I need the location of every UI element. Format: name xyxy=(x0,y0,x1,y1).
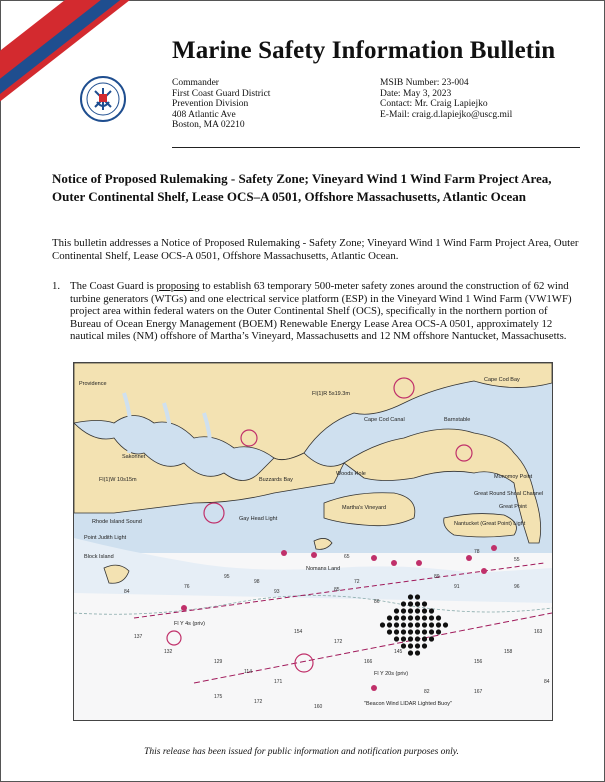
map-label-rhode-island-sound: Rhode Island Sound xyxy=(92,519,142,525)
item-paragraph xyxy=(70,280,580,343)
depth-sounding: 154 xyxy=(294,629,303,635)
wind-turbine-dot xyxy=(436,622,441,627)
bulletin-date: Date: May 3, 2023 xyxy=(380,88,452,99)
nautical-chart xyxy=(73,362,553,721)
map-label-fl-light-3: Fl Y 4s (priv) xyxy=(174,621,205,627)
map-label-woods-hole: Woods Hole xyxy=(336,471,366,477)
wind-turbine-dot xyxy=(415,629,420,634)
wind-turbine-dot xyxy=(415,594,420,599)
wind-turbine-dot xyxy=(401,622,406,627)
map-label-cape-cod-bay: Cape Cod Bay xyxy=(484,377,520,383)
address-line: 408 Atlantic Ave xyxy=(172,109,236,120)
depth-sounding: 98 xyxy=(254,579,260,585)
coast-guard-stripe-logo xyxy=(0,0,160,150)
wind-turbine-dot xyxy=(422,636,427,641)
bulletin-meta xyxy=(380,78,512,120)
wind-turbine-dot xyxy=(429,608,434,613)
depth-sounding: 78 xyxy=(474,549,480,555)
depth-sounding: 171 xyxy=(274,679,283,685)
depth-sounding: 72 xyxy=(354,579,360,585)
wind-turbine-dot xyxy=(415,615,420,620)
wind-turbine-dot xyxy=(387,622,392,627)
msib-number: MSIB Number: 23-004 xyxy=(380,78,469,88)
wind-turbine-dot xyxy=(394,629,399,634)
wind-turbine-dot xyxy=(436,615,441,620)
depth-sounding: 129 xyxy=(214,659,223,665)
depth-sounding: 160 xyxy=(314,704,323,710)
wind-turbine-dot xyxy=(415,650,420,655)
wind-turbine-dot xyxy=(408,643,413,648)
map-label-fl-light-4: Fl Y 20s (priv) xyxy=(374,671,409,677)
map-label-great-point: Great Point xyxy=(499,504,527,510)
contact: Contact: Mr. Craig Lapiejko xyxy=(380,99,488,110)
depth-sounding: 145 xyxy=(394,649,403,655)
depth-sounding: 137 xyxy=(134,634,143,640)
map-label-gay-head: Gay Head Light xyxy=(239,516,278,522)
wind-turbine-dot xyxy=(394,615,399,620)
wind-turbine-dot xyxy=(401,615,406,620)
wind-turbine-dot xyxy=(408,629,413,634)
depth-sounding: 89 xyxy=(434,574,440,580)
wind-turbine-dot xyxy=(394,608,399,613)
depth-sounding: 172 xyxy=(254,699,263,705)
depth-sounding: 65 xyxy=(344,554,350,560)
map-label-cape-cod-canal: Cape Cod Canal xyxy=(364,417,405,423)
blue-stripe xyxy=(0,0,157,119)
map-label-great-round-shoal: Great Round Shoal Channel xyxy=(474,491,544,497)
depth-sounding: 172 xyxy=(334,639,343,645)
map-label-buzzards-bay: Buzzards Bay xyxy=(259,477,293,483)
wind-turbine-dot xyxy=(429,629,434,634)
map-label-barnstable: Barnstable xyxy=(444,417,471,423)
wind-turbine-dot xyxy=(415,608,420,613)
depth-sounding: 163 xyxy=(534,629,543,635)
wind-turbine-dot xyxy=(429,636,434,641)
address-line: Commander xyxy=(172,78,219,88)
depth-sounding: 91 xyxy=(454,584,460,590)
depth-sounding: 175 xyxy=(214,694,223,700)
wind-turbine-dot xyxy=(422,615,427,620)
wind-turbine-dot xyxy=(401,636,406,641)
item-text-post: to establish 63 temporary 500-meter safety zones around the construction of 62 wind turbine generators (WTGs) and one electrical service platform (ESP) in the Vineyard Wind 1 Wind Farm (VW1WF) project area within federal waters on the Outer Continental Shelf (OCS), specifically in the northern portion of Bureau of Ocean Energy Management (BOEM) Renewable Energy Lease Area OCS-A 0501, approximately 12 nautical miles (NM) offshore of Martha’s Vineyard, Massachusetts and 12 NM offshore Nantucket, Massachusetts. xyxy=(70,280,572,343)
wind-turbine-dot xyxy=(422,622,427,627)
item-number: 1. xyxy=(52,280,61,292)
chart-svg xyxy=(74,363,552,720)
map-label-nantucket: Nantucket (Great Point) Light xyxy=(454,521,526,527)
depth-sounding: 84 xyxy=(124,589,130,595)
wind-turbine-dot xyxy=(429,622,434,627)
depth-sounding: 96 xyxy=(514,584,520,590)
depth-sounding: 82 xyxy=(424,689,430,695)
address-line: First Coast Guard District xyxy=(172,88,271,99)
wind-turbine-dot xyxy=(394,636,399,641)
depth-sounding: 156 xyxy=(474,659,483,665)
wind-turbine-dot xyxy=(422,629,427,634)
wind-turbine-dot xyxy=(422,643,427,648)
wind-turbine-dot xyxy=(401,643,406,648)
wind-turbine-dot xyxy=(401,601,406,606)
map-label-monomoy: Monomoy Point xyxy=(494,474,533,480)
wind-turbine-dot xyxy=(443,622,448,627)
wind-turbine-dot xyxy=(408,622,413,627)
depth-sounding: 84 xyxy=(544,679,550,685)
depth-sounding: 167 xyxy=(474,689,483,695)
depth-sounding: 86 xyxy=(374,599,380,605)
address-block xyxy=(172,78,270,131)
address-line: Boston, MA 02210 xyxy=(172,120,245,131)
wind-turbine-dot xyxy=(429,615,434,620)
wind-turbine-dot xyxy=(415,636,420,641)
depth-sounding: 93 xyxy=(274,589,280,595)
wind-turbine-dot xyxy=(415,601,420,606)
wind-turbine-dot xyxy=(408,594,413,599)
map-label-fl-light-2: Fl(1)W 10s15m xyxy=(99,477,137,483)
depth-sounding: 132 xyxy=(164,649,173,655)
depth-sounding: 85 xyxy=(334,587,340,593)
map-label-marthas-vineyard: Martha's Vineyard xyxy=(342,505,387,511)
wind-turbine-dot xyxy=(408,636,413,641)
footer-note: This release has been issued for public information and notification purposes only. xyxy=(144,747,459,757)
depth-sounding: 166 xyxy=(364,659,373,665)
map-label-block-island: Block Island xyxy=(84,554,114,560)
wind-turbine-dot xyxy=(380,622,385,627)
wind-turbine-dot xyxy=(394,622,399,627)
intro-paragraph: This bulletin addresses a Notice of Proposed Rulemaking - Safety Zone; Vineyard Wind 1 Wind Farm Project Area, Outer Continental Shelf, Lease OCS-A 0501, Offshore Massachusetts, Atlantic Ocean. xyxy=(52,237,579,263)
map-label-sakonnet: Sakonnet xyxy=(122,454,146,460)
map-label-providence: Providence xyxy=(79,381,107,387)
map-label-fl-light-1: Fl(1)R 5s19.3m xyxy=(312,391,350,397)
wind-turbine-dot xyxy=(401,608,406,613)
contact-email: E-Mail: craig.d.lapiejko@uscg.mil xyxy=(380,109,513,120)
wind-turbine-dot xyxy=(408,608,413,613)
header-divider xyxy=(172,147,580,148)
map-label-lidar-buoy: "Beacon Wind LIDAR Lighted Buoy" xyxy=(364,701,452,707)
wind-turbine-dot xyxy=(408,615,413,620)
depth-sounding: 114 xyxy=(244,669,252,675)
page-title: Marine Safety Information Bulletin xyxy=(172,37,556,64)
item-text-underlined: proposing xyxy=(156,280,200,292)
uscg-seal-icon xyxy=(80,76,126,122)
wind-turbine-dot xyxy=(408,650,413,655)
wind-turbine-dot xyxy=(422,608,427,613)
depth-sounding: 95 xyxy=(224,574,230,580)
wind-turbine-dot xyxy=(415,643,420,648)
depth-sounding: 76 xyxy=(184,584,190,590)
item-text-pre: The Coast Guard is xyxy=(70,280,157,292)
notice-heading: Notice of Proposed Rulemaking - Safety Zone; Vineyard Wind 1 Wind Farm Project Area, Outer Continental Shelf, Lease OCS–A 0501, Offshore Massachusetts, Atlantic Ocean xyxy=(52,171,552,204)
depth-sounding: 55 xyxy=(514,557,520,563)
wind-turbine-dot xyxy=(387,615,392,620)
wind-turbine-dot xyxy=(422,601,427,606)
map-label-nomans-land: Nomans Land xyxy=(306,566,341,572)
depth-sounding: 158 xyxy=(504,649,513,655)
wind-turbine-dot xyxy=(436,629,441,634)
wind-turbine-dot xyxy=(415,622,420,627)
wind-turbine-dot xyxy=(387,629,392,634)
map-label-point-judith: Point Judith Light xyxy=(84,535,127,541)
address-line: Prevention Division xyxy=(172,99,249,110)
wind-turbine-dot xyxy=(401,629,406,634)
wind-turbine-dot xyxy=(408,601,413,606)
